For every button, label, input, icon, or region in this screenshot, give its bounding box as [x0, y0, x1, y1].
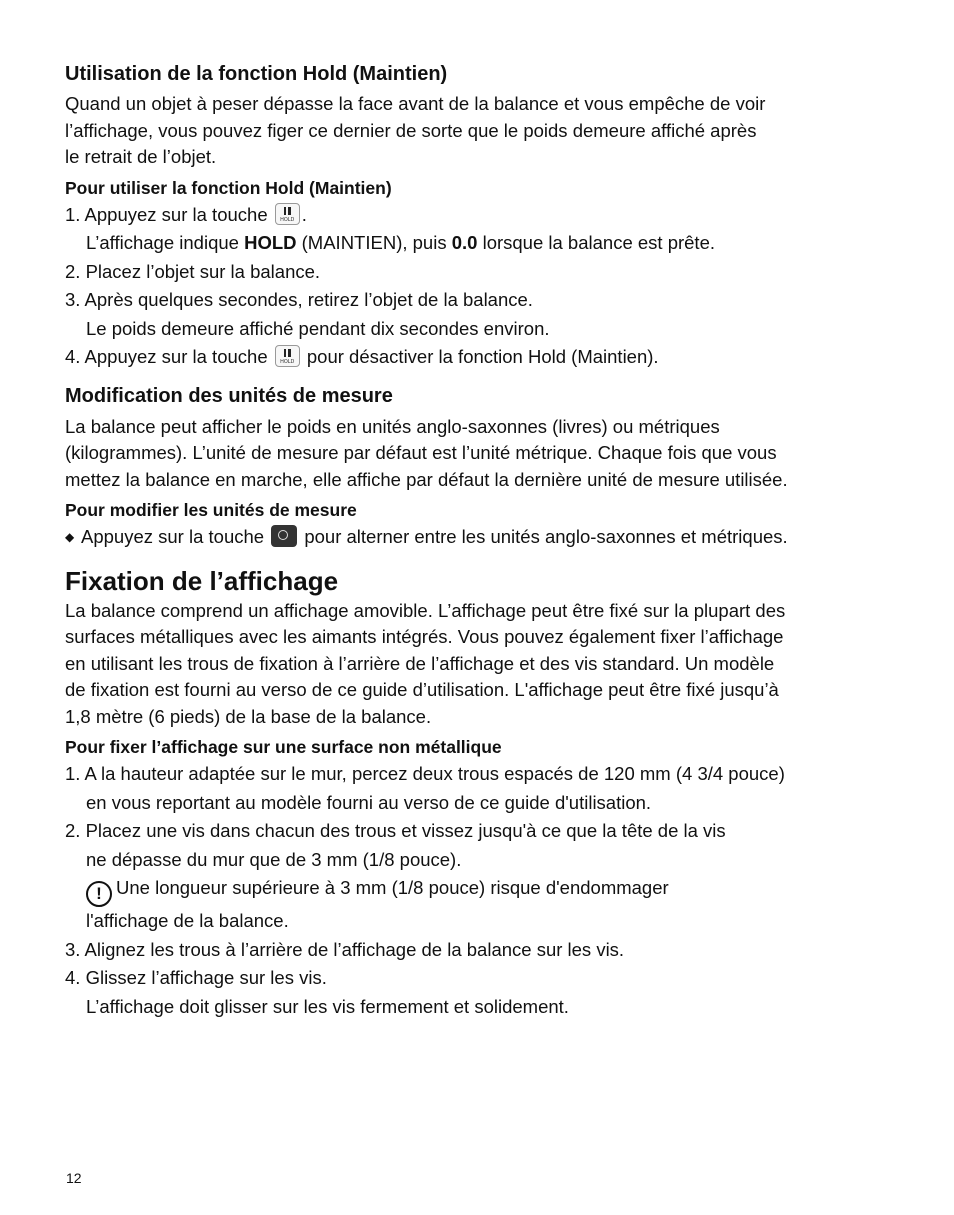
page-number: 12 [66, 1170, 82, 1186]
mount-step-4-note: L’affichage doit glisser sur les vis fermement et solidement. [86, 995, 569, 1017]
hold-note-text-a: L’affichage indique [86, 232, 245, 253]
hold-step-3-note: Le poids demeure affiché pendant dix secondes environ. [86, 317, 550, 339]
mount-warning [65, 874, 865, 907]
mount-step-2: 2. Placez une vis dans chacun des trous et vissez jusqu'à ce que la tête de la vis [65, 820, 726, 841]
units-subtitle: Pour modifier les unités de mesure [65, 500, 357, 520]
hold-intro [65, 91, 865, 171]
hold-intro-line-2: l’affichage, vous pouvez figer ce dernier de sorte que le poids demeure affiché après [65, 119, 757, 141]
units-intro-line-3: mettez la balance en marche, elle affiche par défaut la dernière unité de mesure utilisée. [65, 468, 788, 490]
mount-intro [65, 598, 865, 731]
mount-intro-line-3: en utilisant les trous de fixation à l’arrière de l’affichage et des vis standard. Un modèle [65, 652, 775, 674]
mount-step-3: 3. Alignez les trous à l’arrière de l’affichage de la balance sur les vis. [65, 938, 625, 960]
hold-button-icon [275, 345, 300, 367]
warning-icon: ! [86, 881, 112, 907]
hold-key-label: HOLD [280, 216, 295, 223]
hold-intro-line-3: le retrait de l’objet. [65, 146, 217, 167]
hold-note-zero: 0.0 [451, 232, 478, 253]
mount-warning-text-a: Une longueur supérieure à 3 mm (1/8 pouce) risque d'endommager [116, 877, 669, 898]
mount-step-2-cont: ne dépasse du mur que de 3 mm (1/8 pouce). [86, 848, 462, 870]
mount-intro-line-1: La balance comprend un affichage amovible. L’affichage peut être fixé sur la plupart des [65, 599, 786, 621]
hold-intro-line-1: Quand un objet à peser dépasse la face avant de la balance et vous empêche de voir [65, 93, 766, 114]
hold-step-2: 2. Placez l’objet sur la balance. [65, 260, 321, 282]
hold-key-label: HOLD [280, 359, 295, 365]
hold-step-3: 3. Après quelques secondes, retirez l’objet de la balance. [65, 289, 533, 310]
mount-intro-line-4: de fixation est fourni au verso de ce guide d’utilisation. L'affichage peut être fixé jusqu’à [65, 679, 779, 700]
mount-subtitle: Pour fixer l’affichage sur une surface non métallique [65, 737, 502, 757]
units-intro-line-1: La balance peut afficher le poids en unités anglo-saxonnes (livres) ou métriques [65, 415, 720, 437]
diamond-bullet-icon: ◆ [65, 530, 75, 544]
hold-note-text-c: lorsque la balance est prête. [477, 232, 716, 253]
units-bullet [65, 523, 865, 552]
hold-step-4-text-a: 4. Appuyez sur la touche [65, 346, 268, 367]
hold-step-1-text: 1. Appuyez sur la touche [65, 203, 268, 225]
mount-warning-cont: l'affichage de la balance. [86, 910, 289, 931]
hold-step-4 [65, 343, 865, 372]
mount-step-1: 1. A la hauteur adaptée sur le mur, percez deux trous espacés de 120 mm (4 3/4 pouce) [65, 763, 785, 784]
mount-intro-line-5: 1,8 mètre (6 pieds) de la base de la balance. [65, 705, 432, 727]
section-title-hold: Utilisation de la fonction Hold (Maintien) [65, 63, 448, 85]
hold-step-1 [65, 201, 865, 230]
hold-step-4-text-b: pour désactiver la fonction Hold (Maintien). [306, 346, 659, 367]
units-intro [65, 414, 865, 494]
units-button-icon [271, 525, 297, 547]
mount-step-1-cont: en vous reportant au modèle fourni au verso de ce guide d'utilisation. [86, 791, 652, 813]
section-title-mount: Fixation de l’affichage [65, 565, 339, 596]
hold-button-icon [275, 203, 300, 225]
hold-note-hold: HOLD [244, 232, 297, 253]
section-title-units: Modification des unités de mesure [65, 384, 393, 407]
hold-step-1-note [65, 229, 865, 258]
units-intro-line-2: (kilogrammes). L’unité de mesure par défaut est l’unité métrique. Chaque fois que vous [65, 442, 777, 463]
mount-intro-line-2: surfaces métalliques avec les aimants intégrés. Vous pouvez également fixer l’affichage [65, 626, 784, 647]
document-page [65, 60, 865, 1021]
units-bullet-text-a: Appuyez sur la touche [81, 526, 265, 547]
mount-step-4: 4. Glissez l’affichage sur les vis. [65, 967, 327, 988]
units-bullet-text-b: pour alterner entre les unités anglo-saxonnes et métriques. [304, 526, 788, 547]
hold-step-1-end: . [301, 203, 307, 225]
hold-note-text-b: (MAINTIEN), puis [296, 232, 452, 253]
hold-subtitle: Pour utiliser la fonction Hold (Maintien) [65, 177, 392, 198]
